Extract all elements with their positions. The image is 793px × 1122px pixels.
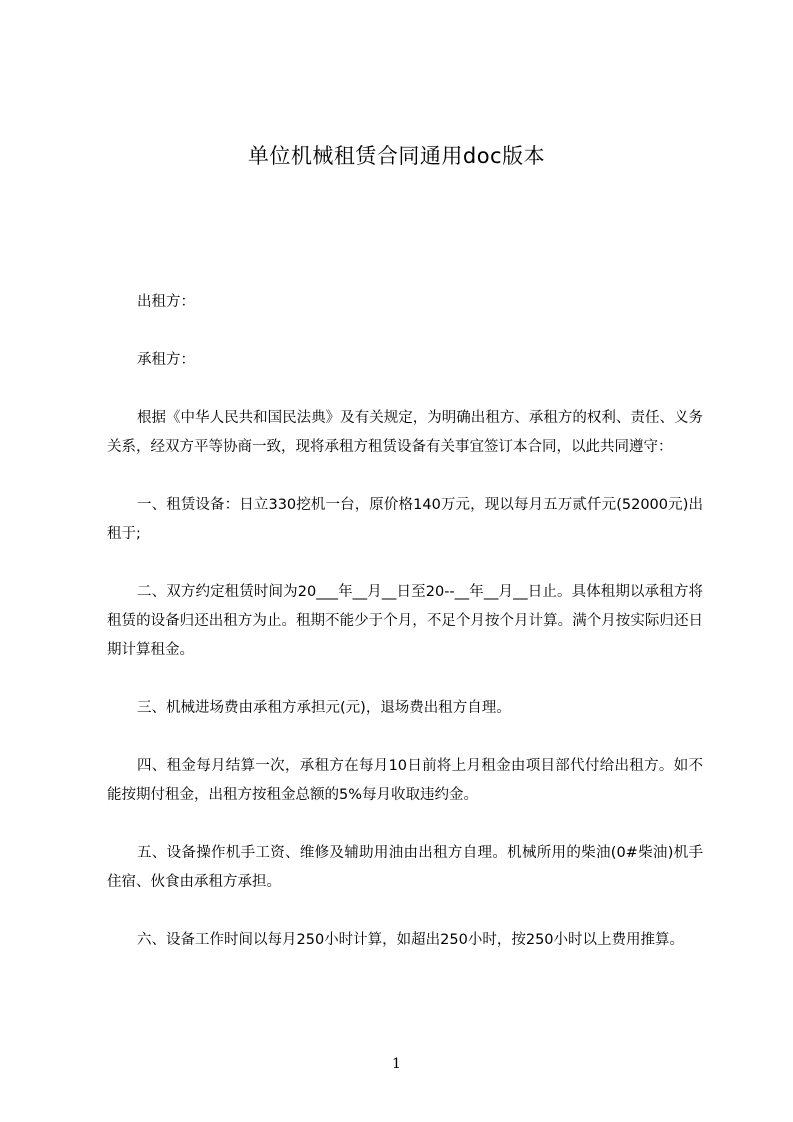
page-number: 1 (392, 1056, 401, 1072)
clause-4-paragraph: 四、租金每月结算一次，承租方在每月10日前将上月租金由项目部代付给出租方。如不能按期付租金，出租方按租金总额的5%每月收取违约金。 (107, 758, 703, 803)
preamble-paragraph: 根据《中华人民共和国民法典》及有关规定，为明确出租方、承租方的权利、责任、义务关系，经双方平等协商一致，现将承租方租赁设备有关事宜签订本合同，以此共同遵守： (107, 410, 703, 455)
page-title: 单位机械租赁合同通用doc版本 (247, 144, 546, 168)
clause-6-paragraph: 六、设备工作时间以每月250小时计算，如超出250小时，按250小时以上费用推算。 (137, 932, 685, 948)
lessor-line: 出租方： (137, 294, 195, 310)
clause-3-paragraph: 三、机械进场费由承租方承担元(元)，退场费出租方自理。 (137, 700, 511, 716)
clause-2-paragraph: 二、双方约定租赁时间为20___年__月__日至20--__年__月__日止。具体租期以承租方将租赁的设备归还出租方为止。租期不能少于个月，不足个月按个月计算。满个月按实际归还日期计算租金。 (107, 584, 703, 658)
clause-5-paragraph: 五、设备操作机手工资、维修及辅助用油由出租方自理。机械所用的柴油(0#柴油)机手住宿、伙食由承租方承担。 (107, 845, 703, 890)
clause-1-paragraph: 一、租赁设备：日立330挖机一台，原价格140万元，现以每月五万贰仟元(52000元)出租于; (107, 497, 703, 542)
document-body (107, 288, 703, 984)
lessee-line: 承租方： (137, 352, 195, 368)
